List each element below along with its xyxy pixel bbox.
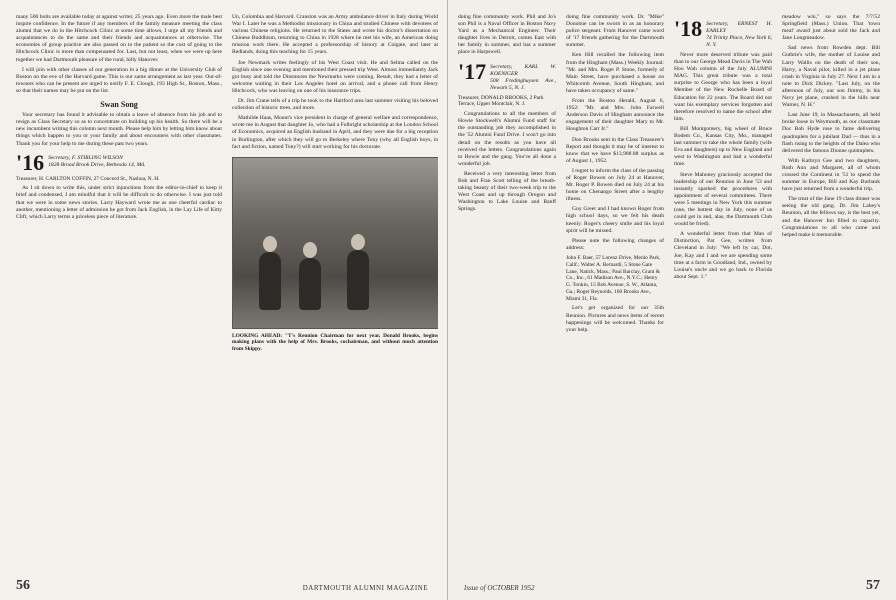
- col7-text-1: meadow win," so says the 7/7/52 Springfield (Mass.) Union. That 'town meal' award just about sold the Jack and Jane Longmeadow.: [782, 14, 880, 42]
- class-1917-treasurer: Treasurer, DONALD BROOKS, 2 Park Terrace, Upper Montclair, N. J.: [458, 94, 544, 108]
- col7-text-5: The treat of the June 19 class dinner was seeing the old gang. Dr. Jim Lahey's Reunion, all the fellows say, is the best yet, and the Hanover Inn filled to capacity. Congratulations to all who came and helped make it memorable.: [782, 196, 880, 238]
- person-figure: [299, 258, 321, 310]
- column-4: [566, 14, 664, 578]
- col7-text-3: Last June 19, in Massachusetts, all held broke loose in Weymouth, as our classmate Doc Bob Hyde rose to fame delivering quadruplets for a jubilant Dad — thus in a flash rising to the heights of the Dalea who delivered the famous Dionne quintuplets.: [782, 112, 880, 154]
- class-year-1918: '18: [674, 16, 703, 41]
- class-1916-address: 1828 Broad Brook Drive, Bethesda 14, Md.: [48, 161, 146, 168]
- class-1916-secretary: Secretary, F. STIRLING WILSON: [48, 154, 123, 161]
- class-1918-header: [674, 16, 772, 49]
- col3-text-2: Congratulations to all the members of Howie Stockwell's Alumni Fund staff for the outstanding job they accomplished in the '52 Alumni Fund Drive. I won't go into detail on the results as you have all received the letters. Congratulations again to Howie and the gang. You've all done a wonderful job.: [458, 111, 556, 167]
- col5-text-4: Let's get organized for our 35th Reunion. Pictures and news items of recent happenings will be welcomed. Thanks for your help.: [566, 305, 664, 333]
- photo-caption: LOOKING AHEAD: "T's Reunion Chairman for next year, Donald Brooks, begins making plans with the help of Mrs. Brooks, cochairman, and without much attention from Skippy.: [232, 332, 438, 353]
- reunion-photo: [232, 157, 438, 329]
- person-head: [303, 242, 317, 258]
- column-3: [458, 14, 556, 578]
- swan-song-paragraph: Your secretary has found it advisable to obtain a leave of absence from his job and to resign as Class Secretary so as to concentrate on building up his health. So there will be a new incumbent writing this column next month. Please help him by letting him know about things which happen to you or your family and about encounters with other classmates. Thank you for your help to me during these past two years.: [16, 112, 222, 147]
- col5-text-2: Guy Greer and I had known Roger from high school days, so we felt his death keenly. Roger's cheery smile and his loyal spirit will be missed.: [566, 206, 664, 234]
- col5-text-1: I regret to inform the class of the passing of Roger Bowen on July 24 at Hanover, Mr. Roger P. Bowen died on July 24 at his home on Chenango Street after a lengthy illness.: [566, 167, 664, 203]
- col3-text-1: doing fine community work. Phil and Jo's son Phil is a Naval Officer in Boston Navy Yard as a Mechanical Engineer. Their daughter lives in Detroit, comes East with her family in summer, and has a summer place in Harpswell.: [458, 14, 556, 56]
- magazine-title: DARTMOUTH ALUMNI MAGAZINE: [302, 584, 428, 592]
- col7-text-2: Sad news from Rowden dept. Bill Guthrie's wife, the mother of Louise and Larry Wallis on the death of their son, Harry, a Naval pilot, killed in a jet plane crash in Virginia in July 27. Next I am in a note to Dick Dickey. "Last July, on the afternoon of July, our son Jimmy, in his Navy jet plane, crashed in the hills near Warner, N. H.": [782, 45, 880, 109]
- col2-text-3: Dr. Jim Crane tells of a trip he took to the Hartford area last summer visiting his beloved collection of historic trees, and more.: [232, 98, 438, 112]
- col6-text-2: Bill Montgomery, big wheel of Bruce Bodem Co., Kansas City, Mo., managed last summer to take the whole family (wife Eva and daughters) up to New England and west to Washington and had a wonderful time.: [674, 125, 772, 168]
- intro-paragraph: many 500 bolts are available today at against writer, 25 years ago. Even more the male best inspire confidence. In the future if any members of the family measure meeting the class alumni that we do in the Hitchcock Clinic at some time allows, I urge all my friends and acquaintances to do the same and their friends and acquaintances at otherwise. The economies of group practice are also passed on to the patient so the cost of going to the Hitchcock Clinic is more than compensated for. Last, but not least, when we were up here together we had Dartmouth pleasure of the rural, hilly Hanover.: [16, 14, 222, 63]
- class-1918-secretary-block: [706, 19, 772, 49]
- boston-dinner-paragraph: I will join with other classes of our generation in a big dinner at the University Club of Boston on the eve of the Harvard game. This is our same arrangement as last year. Out-of-towners who can be present are urged to notify F. E. Clough, 193 High St., Boston, Mass., so that their names may be put on the list.: [16, 66, 222, 94]
- class-1917-address: 508 Fredinghuysen Ave., Newark 5, N. J.: [490, 77, 556, 91]
- class-1916-treasurer: Treasurer, H. CARLTON COFFIN, 27 Concord St., Nashua, N. H.: [16, 175, 160, 182]
- person-figure: [259, 252, 281, 310]
- col6-text-1: Never more deserved tribute was paid than to our George Mead Davis in The Wah Hoo Wah column of the July ALUMNI MAG. This great tribute was a total surprise to George who has been a loyal Member of the New Rochelle Board of Education for 22 years. The Board did not want his exemplary services forgotten and therefore resolved to name the school after him.: [674, 52, 772, 122]
- column-2: [232, 14, 438, 578]
- col4-text-3: From the Boston Herald, August 6, 1952: "Mr. and Mrs. John Farwell Anderson Davis of Hingham announce the engagement of their daughter Mary to Mr. Houghton Carr Jr.": [566, 98, 664, 133]
- class-1916-header: [16, 149, 222, 175]
- col2-text-4: Mathilde Haas, Mount's vice president in charge of general welfare and correspondence, wrote me in August that daughter Jo, who had a Fulbright scholarship at the London School of Economics, acquired an English husband in April, and they were due for a big reception in Burlington, after which they will go to Berkeley where Tony (why all English boys, in fact and fiction, named Tony?) will start working for his doctorate.: [232, 115, 438, 150]
- class-1918-address: 74 Trinity Place, New York 6, N. Y.: [706, 35, 772, 48]
- right-page-columns: [458, 14, 880, 578]
- col2-text-1: Un, Colombia and Harvard. Cranston was an Army ambulance driver in Italy during World War I. Later he was a Methodist missionary in China and studied Chinese with devotees of various Chinese religions. He returned to the States and wrote his doctor's dissertation on Chinese Buddhism, returning to China in 1928 where he met his wife, an American doing mission work there. He accepted a professorship of history at Colgate, and later at Redlands, doing this teaching for 15 years.: [232, 14, 438, 56]
- col7-text-4: With Kathryn Gee and two daughters, Ruth Ann and Margaret, all of whom crossed the Continent in '51 to spend the summer in Europe, Bill and Kay Burbank have just returned from a wonderful trip.: [782, 157, 880, 193]
- col6-text-4: A wonderful letter from that Man of Distinction, Pat Gee, written from Cleveland in July: "We left by car, Dot, Joe, Kay and I and we are spending some time at a farm in Goodland, Ind., owned by Louise's uncle and we go back to Florida about Sept. 1.": [674, 231, 772, 280]
- class-year-1917: '17: [458, 58, 487, 84]
- class-1918-secretary: Secretary, ERNEST H. EARLEY: [706, 21, 772, 34]
- right-page: [448, 0, 896, 600]
- page-number-right: 57: [866, 578, 880, 593]
- col4-text-4: Don Brooks sent in the Class Treasurer's Report and thought it may be of interest to know that we have $13,988.88 surplus as of August 1, 1952.: [566, 136, 664, 164]
- person-head: [351, 234, 365, 250]
- address-changes: John F. Baer, 57 Lorenz Drive, Menlo Park, Calif.; Walter A. Bernardi, 5 Stone Gate Lane, Natick, Mass.; Paul Barclay, Grant & Co., Inc., 61 Madison Ave., N.Y.C.; Henry G. Tonkin, 15 Bob Avenue, S. W., Atlanta, Ga.; Roger Reynolds, 160 Brooks Ave., Miami 31, Fla.: [566, 254, 661, 302]
- section-heading-swan-song: Swan Song: [100, 100, 138, 110]
- col5-text-3: Please note the following changes of address:: [566, 237, 664, 251]
- person-figure: [347, 250, 369, 310]
- col2-text-2: Joe Newmark writes feelingly of his West Coast visit. He and Selma called on the English since one evening and mentioned their pressed trip West. Almost immediately Jack got busy and told the Dinsmores the Newmarks were coming. Result, they had a letter of welcome waiting in their Los Angeles hotel on arrival, and a phone call from Henry Hitchcock, who was leaving on one of his insurance trips.: [232, 59, 438, 94]
- issue-date: Issue of OCTOBER 1952: [464, 584, 535, 592]
- class-1917-header: [458, 58, 556, 92]
- class-1917-secretary: Secretary, KARL W. KOENIGER: [490, 63, 556, 77]
- col3-text-3: Received a very interesting letter from Bob and Fran Scott telling of the breath-taking beauty of their two-week trip to the West Coast and up through Oregon and Washington to Lake Louise and Banff Springs.: [458, 170, 556, 213]
- column-1: [16, 14, 222, 578]
- left-page-columns: [16, 14, 438, 578]
- class-1916-text: As I sit down to write this, under strict injunctions from the editor-in-chief to keep it brief and condensed, I am mindful that it will be difficult to do otherwise. I was just told that we were in some news stories. Larry Hayward wrote me as one cheerful cardiac to another, mentioning a letter of admission he got from Jack English, in the Lay Life of Kitty Clift, which Larry terms a priceless piece of literature.: [16, 185, 222, 220]
- class-1916-secretary-block: [48, 153, 145, 169]
- class-1917-secretary-block: [490, 62, 556, 92]
- person-head: [263, 236, 277, 252]
- page-number-left: 56: [16, 578, 30, 593]
- col4-text-2: Ken Hill recalled the following item from the Hingham (Mass.) Weekly Journal: "Mr. and Mrs. Roger P. Stone, formerly of Main Street, have purchased a house on Whitcomb Avenue, South Hingham, and have taken occupancy of same.": [566, 52, 664, 94]
- col4-text-1: doing fine community work. Dr. "Mike" Donohue can be sworn in as an honorary police sergeant. From Hanover came word of '17 friends gathering for the Dartmouth summer.: [566, 14, 664, 49]
- col6-text-3: Steve Mahoney graciously accepted the leadership of our Reunion in June '53 and instantly sparked the procedures with appointment of several committees. There were 5 meetings in New York this summer (one, the hottest day in July, none of us could get in and, alas, the Dartmouth Club would be fried).: [674, 171, 772, 228]
- column-7: [782, 14, 880, 578]
- column-6: [674, 14, 772, 578]
- class-year-1916: '16: [16, 149, 45, 175]
